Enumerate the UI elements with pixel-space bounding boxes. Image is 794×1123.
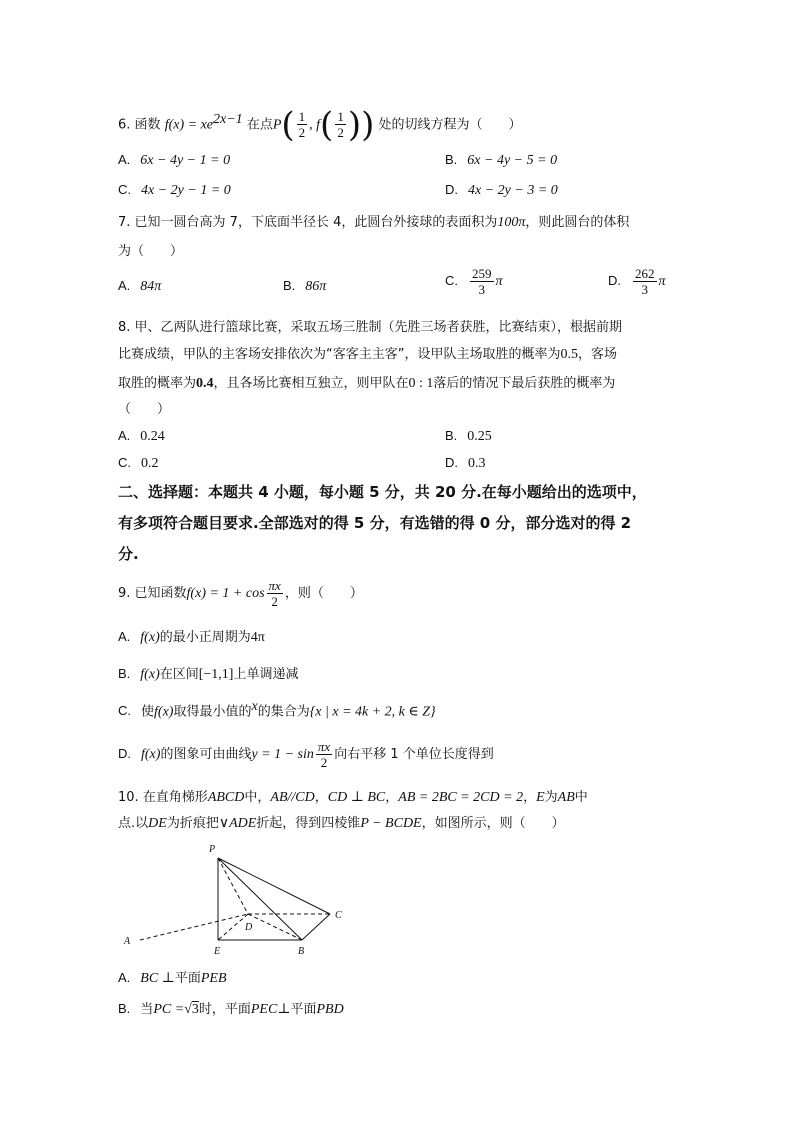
q9-option-d: D. f(x)的图象可由曲线y = 1 − sin $\frac{\pi x}{2}$ 向右平移 1 个单位长度得到 <box>118 739 494 770</box>
q8-line1: 8. 甲、乙两队进行篮球比赛，采取五场三胜制（先胜三场者获胜，比赛结束），根据前期 <box>118 320 623 335</box>
section2-line1: 二、选择题：本题共 4 小题，每小题 5 分，共 20 分.在每小题给出的选项中， <box>118 483 647 501</box>
q8-p-home: 0.5 <box>560 347 578 362</box>
q8-option-c: C. 0.2 <box>118 455 159 471</box>
q6-at-point: 在点 <box>246 117 273 133</box>
edge-pd <box>218 858 248 914</box>
q10-line1: 10. 在直角梯形ABCD中，AB//CD，CD ⊥ BC，AB = 2BC = 2CD = 2，E为AB中 <box>118 790 588 805</box>
section2-line2: 有多项符合题目要求.全部选对的得 5 分，有选错的得 0 分，部分选对的得 2 <box>118 514 632 532</box>
section2-line3: 分. <box>118 545 139 563</box>
q9-func: f(x) = 1 + cos <box>186 586 265 601</box>
q8-option-d: D. 0.3 <box>445 455 486 471</box>
q6-func: f(x) = xe <box>164 117 213 133</box>
q7-option-d: D. $\frac{262}{3}$ π <box>608 266 666 297</box>
q6-option-d: D. 4x − 2y − 3 = 0 <box>445 182 558 198</box>
edge-ad <box>140 914 248 940</box>
q8-score: 0 : 1 <box>408 376 434 391</box>
q7-option-b: B. 86π <box>283 278 327 294</box>
q8-line4: （ ） <box>118 402 171 417</box>
q10-line2: 点.以DE为折痕把∨ADE折起，得到四棱锥P − BCDE，如图所示，则（ ） <box>118 816 565 831</box>
edge-db <box>248 914 302 940</box>
edge-de <box>218 914 248 940</box>
edge-pb <box>218 858 302 940</box>
label-a: A <box>124 936 131 947</box>
q8-line2: 比赛成绩，甲队的主客场安排依次为“客客主主客”，设甲队主场取胜的概率为0.5，客场 <box>118 347 617 362</box>
q9-option-b: B. f(x)在区间[−1,1]上单调递减 <box>118 666 299 682</box>
q8-option-b: B. 0.25 <box>445 428 492 444</box>
q7-area: 100π <box>497 215 526 230</box>
label-e: E <box>214 946 221 957</box>
edge-bc <box>302 914 330 940</box>
label-c: C <box>335 910 342 921</box>
label-d: D <box>245 922 253 933</box>
q6-option-a: A. 6x − 4y − 1 = 0 <box>118 152 231 168</box>
q7-option-a: A. 84π <box>118 278 162 294</box>
q6-frac1: $\frac{1}{2}$ <box>298 109 306 141</box>
q9-option-a: A. f(x)的最小正周期为4π <box>118 629 265 645</box>
q6-exp: 2x−1 <box>213 112 243 127</box>
edge-pc <box>218 858 330 914</box>
label-p: P <box>209 844 216 855</box>
q10-option-b: B. 当PC =√3时，平面PEC⊥平面PBD <box>118 1001 344 1017</box>
q6-option-c: C. 4x − 2y − 1 = 0 <box>118 182 231 198</box>
q6-frac2: $\frac{1}{2}$ <box>337 109 344 141</box>
label-b: B <box>298 946 305 957</box>
q9-stem: 9. 已知函数f(x) = 1 + cos $\frac{\pi x}{2}$ ，则（ ） <box>118 578 363 609</box>
q9-option-c: C. 使f(x)取得最小值的$^x$的集合为{x | x = 4k + 2, k ∈ Z} <box>118 699 436 720</box>
q6-suffix: 处的切线方程为（ ） <box>378 117 522 133</box>
q8-option-a: A. 0.24 <box>118 428 165 444</box>
q8-p-away: 0.4 <box>196 376 214 391</box>
q7-line2: 为（ ） <box>118 244 184 259</box>
q8-line3: 取胜的概率为0.4，且各场比赛相互独立，则甲队在0 : 1落后的情况下最后获胜的概率为 <box>118 376 616 391</box>
q7-option-c: C. $\frac{259}{3}$ π <box>445 266 503 297</box>
q6-option-b: B. 6x − 4y − 5 = 0 <box>445 152 558 168</box>
q7-line1: 7. 已知一圆台高为 7，下底面半径长 4，此圆台外接球的表面积为100π，则此圆台的体积 <box>118 215 630 230</box>
q6-comma-f: , f <box>309 117 321 133</box>
q10-option-a: A. BC ⊥平面PEB <box>118 970 227 986</box>
q6-point-p: P <box>272 117 282 133</box>
q6-prefix: 6. 函数 <box>118 117 161 133</box>
q6-stem: 6. 函数 $f(x) = xe^{2x-1}$ 在点P( $\frac{1}{2}$ , f( $\frac{1}{2}$ )) 处的切线方程为（ ） <box>118 104 522 145</box>
